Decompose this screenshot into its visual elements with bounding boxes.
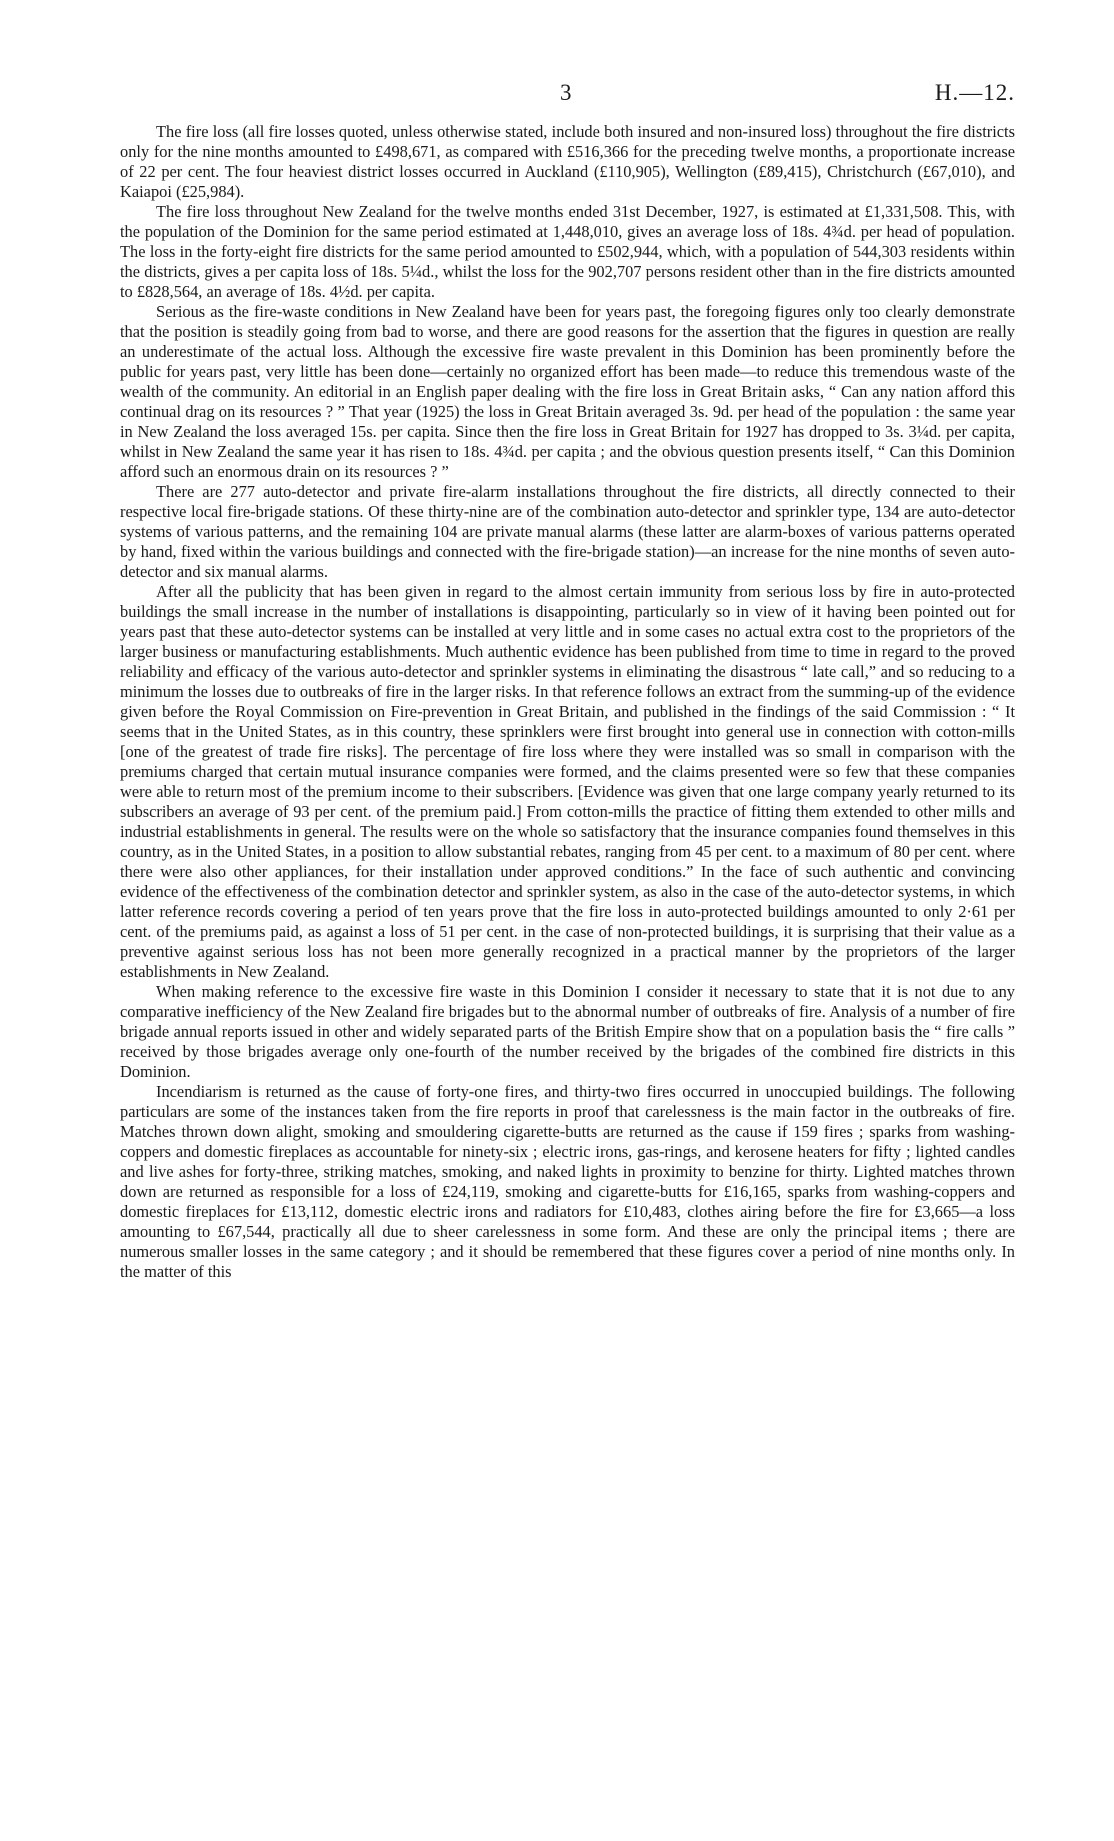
document-page: [120, 70, 1015, 1282]
paragraph-auto-protection: After all the publicity that has been given in regard to the almost certain immunity from serious loss by fire in auto-protected buildings the small increase in the number of installations is disappointing, particularly so in view of it having been pointed out for years past that these auto-detector systems can be installed at very little and in some cases no actual extra cost to the proprietors of the larger business or manufacturing establishments. Much authentic evidence has been published from time to time in regard to the proved reliability and efficacy of the various auto-detector and sprinkler systems in eliminating the disastrous “ late call,” and so reducing to a minimum the losses due to outbreaks of fire in the larger risks. In that reference follows an extract from the summing-up of the evidence given before the Royal Commission on Fire-prevention in Great Britain, and published in the findings of the said Commission : “ It seems that in the United States, as in this country, these sprinklers were first brought into general use in connection with cotton-mills [one of the greatest of trade fire risks]. The percentage of fire loss where they were installed was so small in comparison with the premiums charged that certain mutual insurance companies were formed, and the claims presented were so few that these companies were able to return most of the premium income to their subscribers. [Evidence was given that one large company yearly returned to its subscribers an average of 93 per cent. of the premium paid.] From cotton-mills the practice of fitting them extended to other mills and industrial establishments in general. The results were on the whole so satisfactory that the insurance companies found themselves in this country, as in the United States, in a position to allow substantial rebates, ranging from 45 per cent. to a maximum of 80 per cent. where there were also other appliances, for their installation under approved conditions.” In the face of such authentic and convincing evidence of the effectiveness of the combination detector and sprinkler system, as also in the case of the auto-detector systems, in which latter reference records covering a period of ten years prove that the fire loss in auto-protected buildings amounted to only 2·61 per cent. of the premiums paid, as against a loss of 51 per cent. in the case of non-protected buildings, it is surprising that their value as a preventive against serious loss has not been more generally recognized in a practical manner by the proprietors of the larger establishments in New Zealand.: [120, 582, 1015, 981]
paragraph-causes-of-fire: Incendiarism is returned as the cause of forty-one fires, and thirty-two fires occurred in unoccupied buildings. The following particulars are some of the instances taken from the fire reports in proof that carelessness is the main factor in the outbreaks of fire. Matches thrown down alight, smoking and smouldering cigarette-butts are returned as the cause if 159 fires ; sparks from washing-coppers and domestic fireplaces as accountable for ninety-six ; electric irons, gas-rings, and kerosene heaters for fifty ; lighted candles and live ashes for forty-three, striking matches, smoking, and naked lights in proximity to benzine for thirty. Lighted matches thrown down are returned as responsible for a loss of £24,119, smoking and cigarette-butts for £16,165, sparks from washing-coppers and domestic fireplaces for £13,112, domestic electric irons and radiators for £10,483, clothes airing before the fire for £3,665—a loss amounting to £67,544, practically all due to sheer carelessness in some form. And these are only the principal items ; there are numerous smaller losses in the same category ; and it should be remembered that these figures cover a period of nine months only. In the matter of this: [120, 1082, 1015, 1281]
paragraph-alarm-installations: There are 277 auto-detector and private fire-alarm installations throughout the fire districts, all directly connected to their respective local fire-brigade stations. Of these thirty-nine are of the combination auto-detector and sprinkler type, 134 are auto-detector systems of various patterns, and the remaining 104 are private manual alarms (these latter are alarm-boxes of various patterns operated by hand, fixed within the various buildings and connected with the fire-brigade station)—an increase for the nine months of seven auto-detector and six manual alarms.: [120, 482, 1015, 581]
page-number: 3: [560, 80, 572, 105]
paragraph-brigade-efficiency: When making reference to the excessive fire waste in this Dominion I consider it necessary to state that it is not due to any comparative inefficiency of the New Zealand fire brigades but to the abnormal number of outbreaks of fire. Analysis of a number of fire brigade annual reports issued in other and widely separated parts of the British Empire show that on a population basis the “ fire calls ” received by those brigades average only one-fourth of the number received by the brigades of the combined fire districts in this Dominion.: [120, 982, 1015, 1081]
paragraph-fire-waste-conditions: Serious as the fire-waste conditions in New Zealand have been for years past, the foregoing figures only too clearly demonstrate that the position is steadily going from bad to worse, and there are good reasons for the assertion that the figures in question are really an underestimate of the actual loss. Although the excessive fire waste prevalent in this Dominion has been prominently before the public for years past, very little has been done—certainly no organized effort has been made—to reduce this tremendous waste of the wealth of the community. An editorial in an English paper dealing with the fire loss in Great Britain asks, “ Can any nation afford this continual drag on its resources ? ” That year (1925) the loss in Great Britain averaged 3s. 9d. per head of the population : the same year in New Zealand the loss averaged 15s. per capita. Since then the fire loss in Great Britain for 1927 has dropped to 3s. 3¼d. per capita, whilst in New Zealand the same year it has risen to 18s. 4¾d. per capita ; and the obvious question presents itself, “ Can this Dominion afford such an enormous drain on its resources ? ”: [120, 302, 1015, 481]
paragraph-national-fire-loss: The fire loss throughout New Zealand for the twelve months ended 31st December, 1927, is estimated at £1,331,508. This, with the population of the Dominion for the same period estimated at 1,448,010, gives an average loss of 18s. 4¾d. per head of population. The loss in the forty-eight fire districts for the same period amounted to £502,944, which, with a population of 544,303 residents within the districts, gives a per capita loss of 18s. 5¼d., whilst the loss for the 902,707 persons resident other than in the fire districts amounted to £828,564, an average of 18s. 4½d. per capita.: [120, 202, 1015, 301]
body-text: [120, 122, 1015, 1282]
page-header: [120, 70, 1015, 110]
paragraph-fire-loss-districts: The fire loss (all fire losses quoted, unless otherwise stated, include both insured and non-insured loss) throughout the fire districts only for the nine months amounted to £498,671, as compared with £516,366 for the preceding twelve months, a proportionate increase of 22 per cent. The four heaviest district losses occurred in Auckland (£110,905), Wellington (£89,415), Christchurch (£67,010), and Kaiapoi (£25,984).: [120, 122, 1015, 201]
document-reference: H.—12.: [934, 80, 1015, 105]
